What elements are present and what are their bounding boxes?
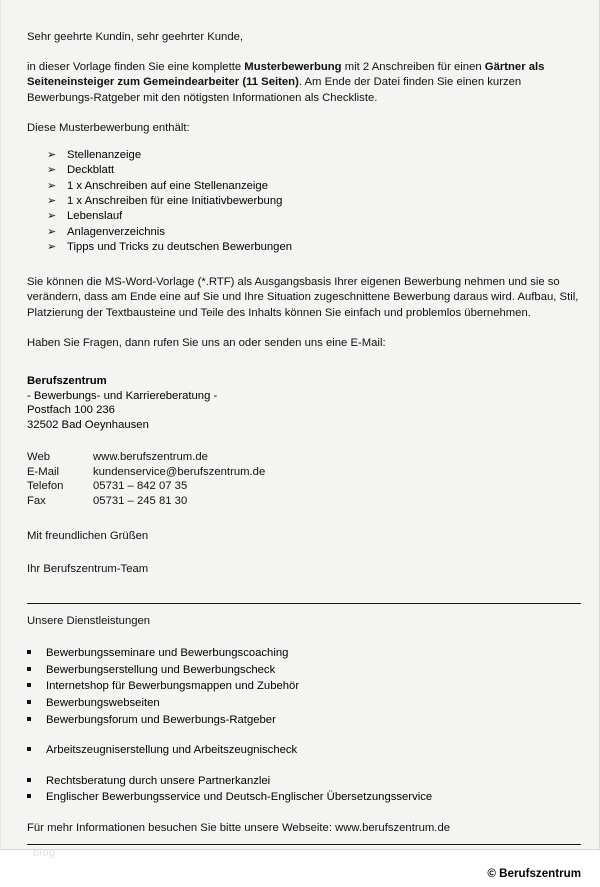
intro-part-1: in dieser Vorlage finden Sie eine komplette	[27, 61, 245, 74]
contact-table	[27, 450, 265, 508]
spacer	[27, 836, 581, 844]
list-item	[27, 662, 581, 679]
blog-watermark: blog	[33, 847, 56, 860]
arrow-bullet-icon: ➢	[47, 149, 57, 162]
services-list-group-1	[27, 645, 581, 728]
spacer	[27, 577, 581, 603]
spacer	[27, 544, 581, 562]
list-item-label: Rechtsberatung durch unsere Partnerkanzlei	[46, 774, 271, 787]
spacer	[27, 432, 581, 450]
list-item-label: Bewerbungswebseiten	[46, 697, 160, 710]
company-po-box: Postfach 100 236	[27, 404, 115, 417]
list-item-label: Bewerbungsforum und Bewerbungs-Ratgeber	[46, 713, 276, 726]
closing-text: Mit freundlichen Grüßen	[27, 529, 149, 542]
table-row	[27, 494, 265, 509]
list-item	[27, 194, 581, 209]
arrow-bullet-icon: ➢	[47, 179, 57, 192]
company-tagline: - Bewerbungs- und Karriereberatung -	[27, 389, 218, 402]
list-item	[27, 712, 581, 729]
contact-label: Telefon	[27, 480, 64, 493]
list-item-label: Bewerbungsseminare und Bewerbungscoaching	[46, 647, 289, 660]
list-item-label: Stellenanzeige	[67, 149, 142, 162]
list-item	[27, 645, 581, 662]
contact-label: E-Mail	[27, 465, 60, 478]
spacer	[27, 366, 581, 374]
signature-text: Ihr Berufszentrum-Team	[27, 562, 149, 575]
contact-label: Fax	[27, 495, 46, 508]
usage-paragraph: Sie können die MS-Word-Vorlage (*.RTF) als Ausgangsbasis Ihrer eigenen Bewerbung nehmen und sie so verändern, dass am Ende eine auf Sie und Ihre Situation zugeschnittene Bewerbung daraus wird. Aufbau, Stil, Platzierung der Textbausteine und Teile des Inhalts können Sie einfach und problemlos übernehmen.	[27, 276, 579, 319]
list-item-label: Bewerbungserstellung und Bewerbungscheck	[46, 663, 276, 676]
contact-value: kundenservice@berufszentrum.de	[93, 465, 266, 478]
company-name: Berufszentrum	[27, 374, 107, 387]
table-row	[27, 465, 265, 480]
contact-value: www.berufszentrum.de	[93, 451, 208, 464]
arrow-bullet-icon: ➢	[47, 194, 57, 207]
intro-part-3: . Am Ende der Datei finden Sie einen kurzen Bewerbungs-Ratgeber mit den nötigsten Informationen als Checkliste.	[27, 76, 522, 104]
intro-part-2: mit 2 Anschreiben für einen	[341, 61, 485, 74]
services-list-group-3	[27, 773, 581, 806]
list-item	[27, 209, 581, 224]
square-bullet-icon	[27, 778, 31, 782]
square-bullet-icon	[27, 747, 31, 751]
square-bullet-icon	[27, 700, 31, 704]
contact-value: 05731 – 842 07 35	[93, 480, 188, 493]
contact-label: Web	[27, 451, 51, 464]
spacer	[27, 255, 581, 275]
salutation-text: Sehr geehrte Kundin, sehr geehrter Kunde,	[27, 31, 244, 43]
questions-paragraph: Haben Sie Fragen, dann rufen Sie uns an oder senden uns eine E-Mail:	[27, 336, 386, 349]
company-city: 32502 Bad Oeynhausen	[27, 418, 149, 431]
square-bullet-icon	[27, 667, 31, 671]
list-item	[27, 742, 581, 759]
list-item	[27, 789, 581, 806]
list-item-label: 1 x Anschreiben auf eine Stellenanzeige	[67, 179, 268, 192]
contents-heading: Diese Musterbewerbung enthält:	[27, 121, 190, 134]
square-bullet-icon	[27, 717, 31, 721]
services-list-group-2	[27, 742, 581, 759]
more-info-text: Für mehr Informationen besuchen Sie bitte unsere Webseite: www.berufszentrum.de	[27, 822, 451, 835]
copyright-text: © Berufszentrum	[487, 867, 581, 881]
square-bullet-icon	[27, 683, 31, 687]
contents-list	[27, 148, 581, 255]
spacer	[27, 136, 581, 148]
arrow-bullet-icon: ➢	[47, 240, 57, 253]
table-row	[27, 450, 265, 465]
list-item	[27, 678, 581, 695]
list-item-label: Lebenslauf	[67, 210, 123, 223]
document-body	[27, 30, 581, 887]
spacer	[27, 509, 581, 529]
list-item	[27, 695, 581, 712]
arrow-bullet-icon: ➢	[47, 164, 57, 177]
spacer	[27, 604, 581, 614]
square-bullet-icon	[27, 794, 31, 798]
list-item	[27, 225, 581, 240]
list-item	[27, 148, 581, 163]
list-item	[27, 163, 581, 178]
list-item	[27, 773, 581, 790]
square-bullet-icon	[27, 650, 31, 654]
arrow-bullet-icon: ➢	[47, 210, 57, 223]
table-row	[27, 479, 265, 494]
intro-bold-musterbewerbung: Musterbewerbung	[244, 61, 342, 74]
services-heading: Unsere Dienstleistungen	[27, 615, 151, 628]
intro-paragraph	[27, 60, 581, 106]
list-item-label: Tipps und Tricks zu deutschen Bewerbungen	[67, 240, 293, 253]
contact-value: 05731 – 245 81 30	[93, 495, 188, 508]
list-item-label: Internetshop für Bewerbungsmappen und Zubehör	[46, 680, 300, 693]
list-item	[27, 179, 581, 194]
arrow-bullet-icon: ➢	[47, 225, 57, 238]
list-item-label: Anlagenverzeichnis	[67, 225, 165, 238]
intro-bold-job-title: Gärtner als Seiteneinsteiger zum Gemeindearbeiter (11 Seiten)	[27, 61, 545, 89]
spacer	[27, 629, 581, 645]
list-item-label: Englischer Bewerbungsservice und Deutsch-Englischer Übersetzungsservice	[46, 791, 433, 804]
footer	[27, 845, 581, 887]
list-item-label: Deckblatt	[67, 164, 115, 177]
list-item	[27, 240, 581, 255]
list-item-label: 1 x Anschreiben für eine Initiativbewerbung	[67, 194, 283, 207]
spacer	[27, 806, 581, 821]
list-item-label: Arbeitszeugniserstellung und Arbeitszeugnischeck	[46, 744, 298, 757]
